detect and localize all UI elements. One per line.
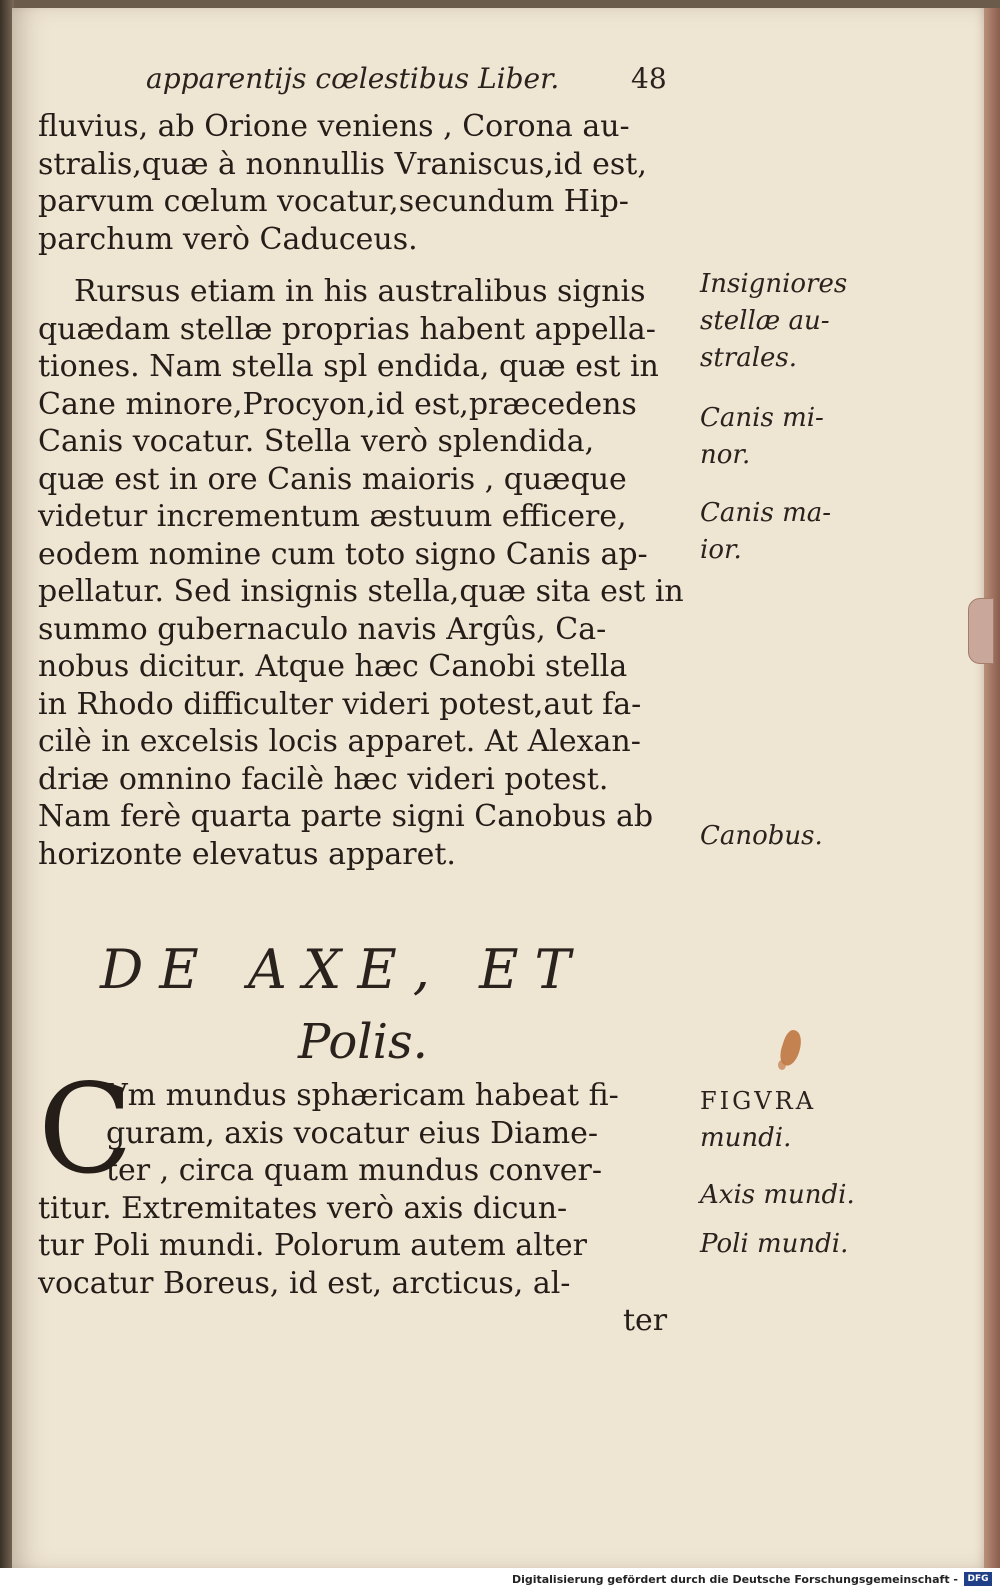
margin-note-line: FIGVRA <box>700 1087 817 1115</box>
margin-note-axis-mundi <box>700 1177 855 1214</box>
text-line: Rursus etiam in his australibus signis <box>74 274 646 309</box>
text-line: nobus dicitur. Atque hæc Canobi stella <box>38 649 628 684</box>
running-header <box>146 62 667 95</box>
text-line: horizonte elevatus apparet. <box>38 836 456 872</box>
text-line: guram, axis vocatur eius Diame- <box>106 1115 599 1151</box>
text-line: Canis vocatur. Stella verò splendida, <box>38 424 595 459</box>
text-block-3 <box>38 1077 688 1340</box>
text-line: tiones. Nam stella spl endida, quæ est in <box>38 349 659 384</box>
margin-note-line: ior. <box>700 535 742 565</box>
text-line: fluvius, ab Orione veniens , Corona au- <box>38 109 630 144</box>
text-line: cilè in excelsis locis apparet. At Alexan- <box>38 724 641 759</box>
margin-note-canis-maior <box>700 495 831 569</box>
text-line: parvum cœlum vocatur,secundum Hip- <box>38 184 629 219</box>
catchword: ter <box>623 1303 668 1338</box>
text-line: driæ omnino facilè hæc videri potest. <box>38 761 609 797</box>
margin-note-line: Canis mi- <box>700 403 824 433</box>
text-line: quæ est in ore Canis maioris , quæque <box>38 461 627 497</box>
text-line: tur Poli mundi. Polorum autem alter <box>38 1228 587 1263</box>
text-block-2 <box>38 273 688 873</box>
margin-note-insigniores <box>700 266 847 377</box>
text-line: videtur incrementum æstuum efficere, <box>38 499 627 534</box>
section-heading: DE AXE, ET <box>100 938 587 1001</box>
margin-note-canobus <box>700 818 823 855</box>
margin-note-line: nor. <box>700 440 751 470</box>
page-tab-marker <box>968 598 994 664</box>
margin-note-line: Canobus. <box>700 821 823 851</box>
text-line: eodem nomine cum toto signo Canis ap- <box>38 536 648 572</box>
show-through-letters <box>0 90 20 1350</box>
text-line: parchum verò Caduceus. <box>38 221 418 257</box>
text-line: summo gubernaculo navis Argûs, Ca- <box>38 611 607 647</box>
text-line: Nam ferè quarta parte signi Canobus ab <box>38 799 654 834</box>
text-line: quædam stellæ proprias habent appella- <box>38 311 656 347</box>
paper-stain-small <box>778 1060 786 1070</box>
running-title: apparentijs cœlestibus Liber. <box>146 62 560 95</box>
text-block-1 <box>38 108 688 258</box>
margin-note-figura <box>700 1083 816 1120</box>
text-line: Cane minore,Procyon,id est,præcedens <box>38 386 637 422</box>
text-line: ter , circa quam mundus conver- <box>106 1153 603 1188</box>
digitization-credit: Digitalisierung gefördert durch die Deutsche Forschungsgemeinschaft - <box>511 1573 958 1586</box>
margin-note-canis-minor <box>700 400 824 474</box>
dfg-logo: DFG <box>964 1572 992 1586</box>
text-line: stralis,quæ à nonnullis Vraniscus,id est, <box>38 146 647 182</box>
text-line: titur. Extremitates verò axis dicun- <box>38 1190 568 1226</box>
margin-note-line: strales. <box>700 343 798 373</box>
margin-note-poli-mundi <box>700 1226 848 1263</box>
text-line: vocatur Boreus, id est, arcticus, al- <box>38 1265 571 1301</box>
margin-note-mundi <box>700 1120 791 1157</box>
margin-note-line: mundi. <box>700 1123 792 1153</box>
text-line: Vm mundus sphæricam habeat fi- <box>106 1078 619 1113</box>
section-heading-sub: Polis. <box>298 1014 428 1070</box>
margin-note-line: Axis mundi. <box>700 1180 855 1210</box>
margin-note-line: Insigniores <box>700 269 848 299</box>
page-number: 48 <box>631 62 667 95</box>
margin-note-line: Poli mundi. <box>700 1229 849 1259</box>
drop-capital: C <box>38 1058 133 1202</box>
text-line: pellatur. Sed insignis stella,quæ sita est in <box>38 574 684 609</box>
margin-note-line: Canis ma- <box>700 498 832 528</box>
text-line: in Rhodo difficulter videri potest,aut fa- <box>38 686 642 722</box>
margin-note-line: stellæ au- <box>700 306 830 336</box>
page-fore-edge <box>984 8 1000 1568</box>
